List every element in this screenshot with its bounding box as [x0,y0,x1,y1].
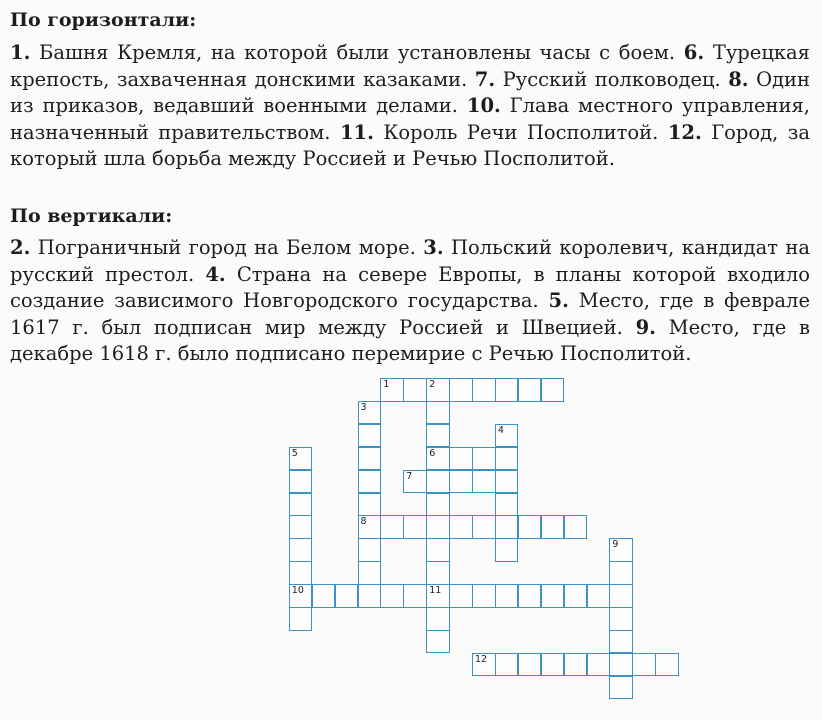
clue-text: Один из приказов, ведавший военными делами. [10,67,811,117]
crossword-cell[interactable] [472,470,496,494]
crossword-cell[interactable] [358,424,382,448]
crossword-cell[interactable] [518,584,542,608]
clue-number: 12. [667,120,702,144]
clue-number: 5. [548,289,569,312]
crossword-cell[interactable] [426,378,450,402]
cell-number: 9 [612,539,619,551]
clue-text: Глава местного управления, назначенный правительством. [10,94,810,144]
clue-number: 6. [683,41,705,64]
cell-number: 1 [383,379,390,390]
clue-text: Место, где в феврале 1617 г. был подписан мир между Россией и Швецией. [10,289,810,339]
clue-number: 7. [474,67,496,91]
crossword-cell[interactable] [380,378,404,402]
crossword-cell[interactable] [426,447,450,471]
clue-text: Русский полководец. [502,67,721,91]
clue-text: Польский королевич, кандидат на русский престол. [10,236,810,286]
crossword-cell[interactable] [472,378,496,402]
crossword-cell[interactable] [541,515,565,539]
cell-number: 7 [406,470,413,482]
crossword-cell[interactable] [426,424,450,448]
cell-number: 10 [291,585,304,597]
crossword-cell[interactable] [587,584,611,608]
across-heading: По горизонтали: [10,9,197,31]
crossword-cell[interactable] [380,584,404,608]
crossword-cell[interactable] [289,493,313,517]
crossword-cell[interactable] [358,470,382,494]
crossword-cell[interactable] [289,561,313,585]
crossword-cell[interactable] [632,653,656,677]
crossword-cell[interactable] [541,584,565,608]
crossword-cell[interactable] [289,447,313,471]
clue-text: Король Речи Посполитой. [383,120,659,144]
crossword-cell[interactable] [495,470,519,494]
clue-text: Пограничный город на Белом море. [37,236,416,259]
crossword-cell[interactable] [472,653,496,677]
crossword-cell[interactable] [289,470,313,494]
crossword-cell[interactable] [289,584,313,608]
crossword-cell[interactable] [426,561,450,585]
crossword-cell[interactable] [609,584,633,608]
crossword-cell[interactable] [609,676,633,700]
crossword-cell[interactable] [426,470,450,494]
clue-number: 11. [339,120,374,144]
crossword-cell[interactable] [609,538,633,562]
crossword-cell[interactable] [426,538,450,562]
clue-number: 9. [635,315,656,339]
crossword-cell[interactable] [426,493,450,517]
crossword-cell[interactable] [335,584,359,608]
clue-text: Страна на севере Европы, в планы которой входило создание зависимого Новгородского государства. [10,262,810,312]
crossword-cell[interactable] [655,653,679,677]
clue-number: 4. [205,262,226,286]
crossword-cell[interactable] [449,470,473,494]
crossword-cell[interactable] [449,378,473,402]
crossword-cell[interactable] [495,538,519,562]
crossword-cell[interactable] [472,584,496,608]
crossword-cell[interactable] [358,401,382,425]
clue-number: 2. [10,236,31,259]
crossword-cell[interactable] [289,538,313,562]
crossword-cell[interactable] [449,515,473,539]
crossword-cell[interactable] [426,515,450,539]
crossword-cell[interactable] [518,653,542,677]
crossword-cell[interactable] [609,653,633,677]
clue-text: Турецкая крепость, захваченная донскими казаками. [10,41,810,91]
crossword-cell[interactable] [403,515,427,539]
crossword-cell[interactable] [495,424,519,448]
crossword-cell[interactable] [358,584,382,608]
crossword-cell[interactable] [358,493,382,517]
crossword-cell[interactable] [358,538,382,562]
crossword-cell[interactable] [472,447,496,471]
crossword-cell[interactable] [609,630,633,654]
crossword-cell[interactable] [495,447,519,471]
crossword-cell[interactable] [358,515,382,539]
crossword-cell[interactable] [426,584,450,608]
crossword-cell[interactable] [380,515,404,539]
cell-number: 4 [497,424,504,436]
crossword-cell[interactable] [564,653,588,677]
crossword-cell[interactable] [564,584,588,608]
crossword-cell[interactable] [541,653,565,677]
crossword-cell[interactable] [426,630,450,654]
crossword-cell[interactable] [403,584,427,608]
cell-number: 6 [429,447,436,459]
cell-number: 2 [429,379,436,390]
cell-number: 8 [360,516,367,528]
crossword-cell[interactable] [564,515,588,539]
crossword-cell[interactable] [449,584,473,608]
crossword-cell[interactable] [609,607,633,631]
cell-number: 11 [429,585,442,597]
crossword-cell[interactable] [289,515,313,539]
clue-number: 8. [728,67,749,91]
clue-number: 1. [10,41,31,64]
crossword-cell[interactable] [426,607,450,631]
cell-number: 5 [291,447,298,459]
crossword-cell[interactable] [518,515,542,539]
crossword-cell[interactable] [495,653,519,677]
crossword-cell[interactable] [518,378,542,402]
clue-text: Место, где в декабре 1618 г. было подписано перемирие с Речью Посполитой. [10,315,811,365]
crossword-cell[interactable] [541,378,565,402]
crossword-cell[interactable] [495,378,519,402]
crossword-cell[interactable] [403,378,427,402]
crossword-cell[interactable] [472,515,496,539]
crossword-cell[interactable] [403,470,427,494]
cell-number: 12 [475,653,488,665]
crossword-cell[interactable] [312,584,336,608]
down-heading: По вертикали: [10,205,173,227]
clue-number: 10. [466,94,501,117]
crossword-cell[interactable] [609,561,633,585]
clue-text: Башня Кремля, на которой были установлены часы с боем. [39,41,676,64]
crossword-cell[interactable] [495,584,519,608]
crossword-cell[interactable] [449,447,473,471]
clue-text: Город, за который шла борьба между Россией и Речью Посполитой. [10,120,810,170]
crossword-cell[interactable] [587,653,611,677]
crossword-cell[interactable] [358,447,382,471]
crossword-cell[interactable] [289,607,313,631]
crossword-cell[interactable] [358,561,382,585]
crossword-cell[interactable] [495,515,519,539]
crossword-cell[interactable] [426,401,450,425]
cell-number: 3 [360,401,367,413]
clue-number: 3. [423,236,444,259]
crossword-cell[interactable] [495,493,519,517]
